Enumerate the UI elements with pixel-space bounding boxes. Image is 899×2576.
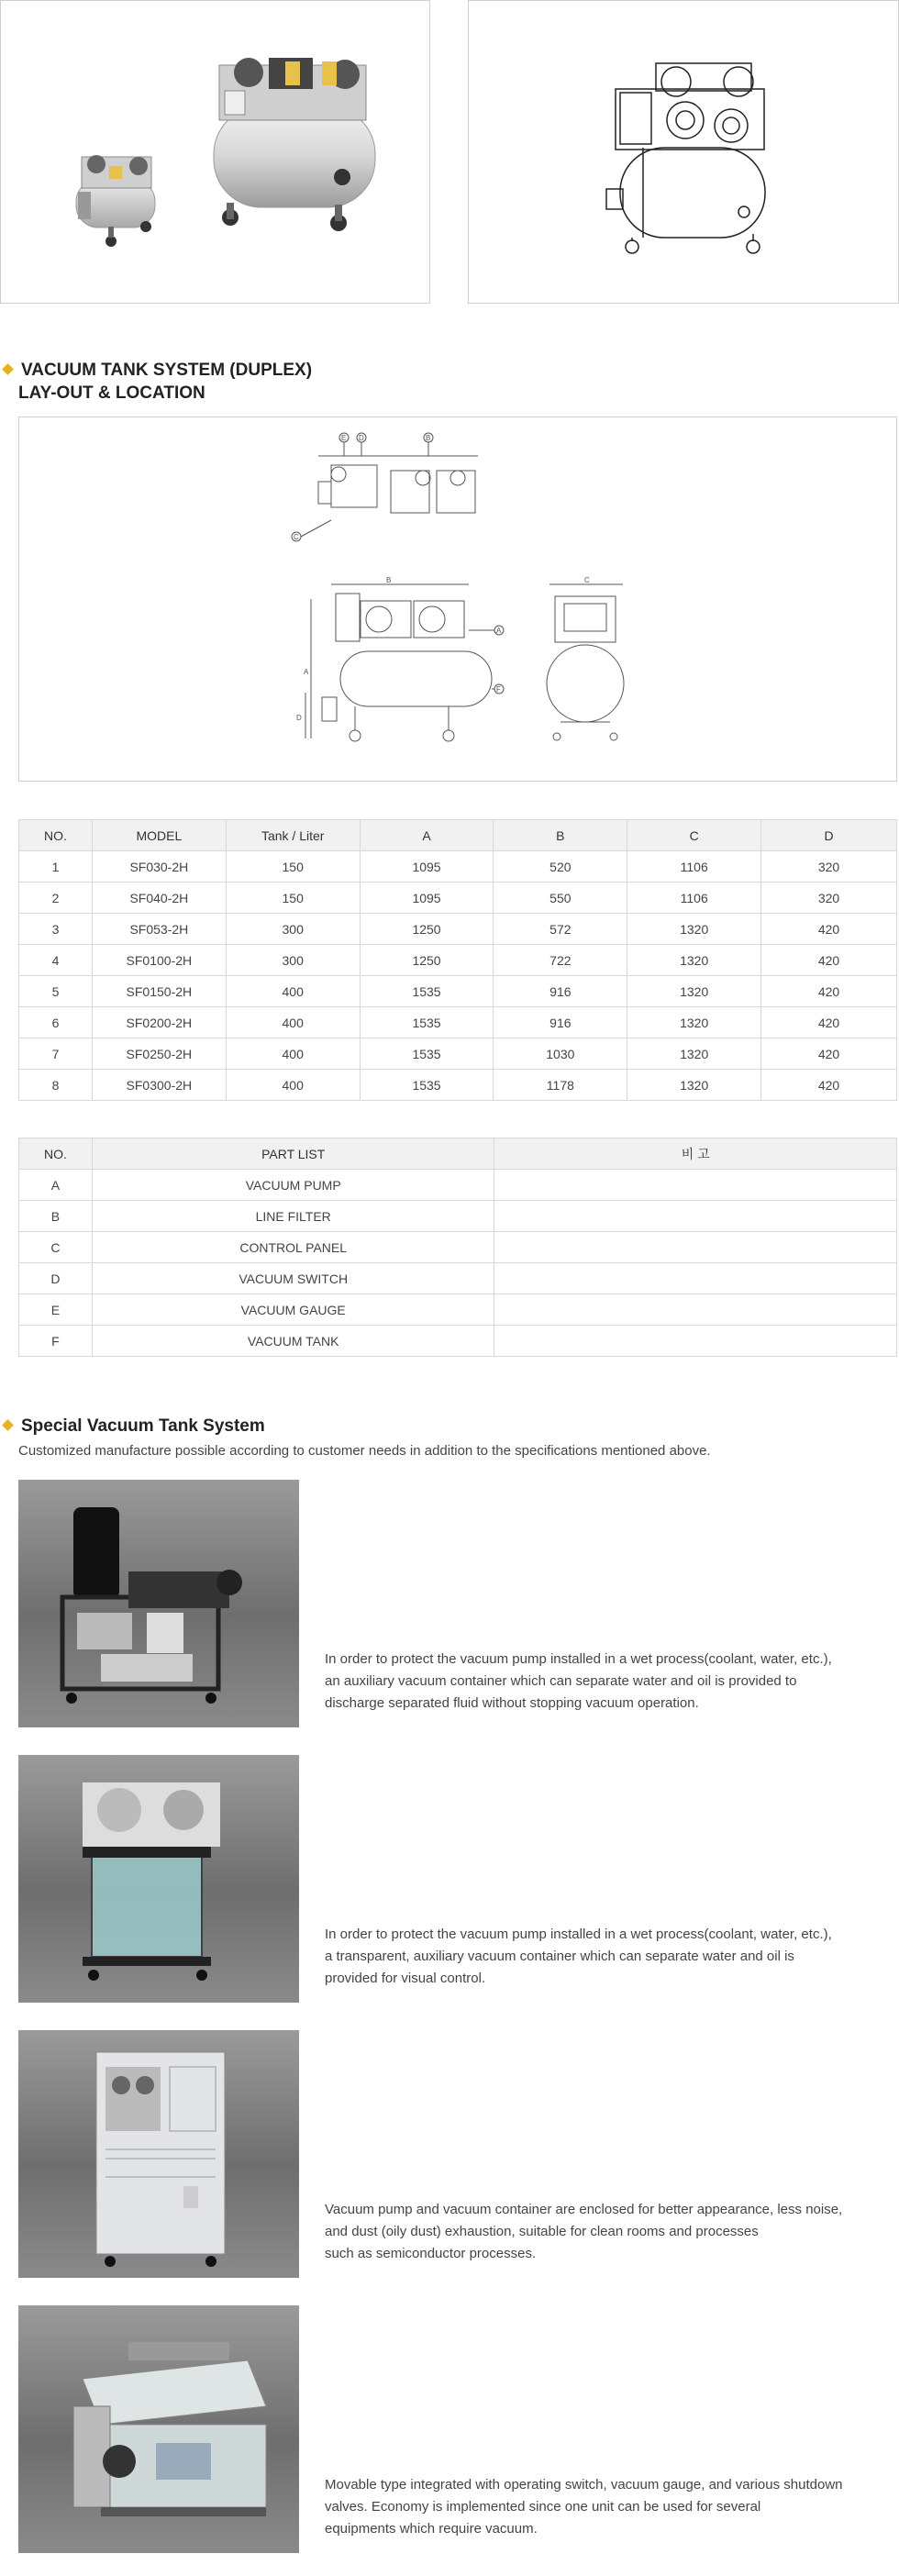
table-cell: 1250 [360,914,494,945]
table-cell: SF0100-2H [92,945,226,976]
table-cell [494,1201,897,1232]
table-cell [494,1232,897,1263]
spec-header-model: MODEL [92,820,226,851]
table-row [19,914,897,945]
table-cell: 6 [19,1007,93,1038]
special-photo-4-illustration [18,2305,299,2553]
table-cell: 1095 [360,851,494,883]
table-cell: LINE FILTER [92,1201,494,1232]
table-cell: SF0300-2H [92,1070,226,1101]
parts-header-part-list: PART LIST [92,1138,494,1170]
parts-table [18,1138,897,1357]
section-subtitle-layout: LAY-OUT & LOCATION [18,383,205,403]
table-cell: 1535 [360,1070,494,1101]
table-cell: SF030-2H [92,851,226,883]
dim-b-label: B [386,576,392,584]
table-cell: 1535 [360,1007,494,1038]
table-cell: 550 [494,883,627,914]
product-photo-compressor-units [0,0,430,304]
diagram-label-d: D [359,434,364,442]
special-photo-4 [18,2305,299,2553]
spec-table [18,819,897,1101]
table-cell: 1320 [627,1070,761,1101]
product-line-drawing [468,0,899,304]
table-cell: 320 [761,851,897,883]
special-text-4-line: Movable type integrated with operating switch, vacuum gauge, and various shutdown [325,2477,843,2493]
table-cell: VACUUM TANK [92,1326,494,1357]
special-text-3-line: such as semiconductor processes. [325,2246,537,2261]
table-cell: 420 [761,945,897,976]
special-text-4 [325,2474,875,2540]
table-cell: 400 [226,976,360,1007]
table-cell: 420 [761,1007,897,1038]
spec-header-tank: Tank / Liter [226,820,360,851]
table-cell: 1320 [627,976,761,1007]
table-cell [494,1294,897,1326]
diagram-label-e: E [341,434,347,442]
diagram-label-b: B [426,434,431,442]
table-cell: 400 [226,1070,360,1101]
table-cell: 400 [226,1038,360,1070]
duplex-title-line1: VACUUM TANK SYSTEM (DUPLEX) [21,361,313,380]
table-cell: 3 [19,914,93,945]
section-title-special [0,1416,265,1438]
table-row [19,851,897,883]
table-cell: 572 [494,914,627,945]
table-cell: 150 [226,883,360,914]
special-text-4-line: valves. Economy is implemented since one unit can be used for several [325,2499,761,2515]
table-cell: SF0250-2H [92,1038,226,1070]
table-cell: 300 [226,945,360,976]
table-cell: 1095 [360,883,494,914]
special-item-4 [18,2305,897,2553]
special-text-3-line: and dust (oily dust) exhaustion, suitable for clean rooms and processes [325,2224,759,2239]
special-item-2 [18,1755,897,2003]
dim-a-label: A [304,668,309,676]
table-cell: VACUUM GAUGE [92,1294,494,1326]
special-text-1-line: an auxiliary vacuum container which can separate water and oil is provided to [325,1673,797,1689]
table-cell: 1320 [627,1007,761,1038]
spec-header-a: A [360,820,494,851]
diagram-label-c: C [294,533,299,541]
table-row [19,945,897,976]
table-cell: 916 [494,1007,627,1038]
special-photo-3-illustration [18,2030,299,2278]
section-title-duplex [0,360,312,382]
spec-header-c: C [627,820,761,851]
spec-header-b: B [494,820,627,851]
table-cell: SF040-2H [92,883,226,914]
diagram-label-f: F [496,685,501,694]
special-item-1 [18,1480,897,1727]
special-photo-3 [18,2030,299,2278]
table-cell: 1106 [627,851,761,883]
product-photo-illustration [1,1,431,305]
table-cell: C [19,1232,93,1263]
table-cell: SF0200-2H [92,1007,226,1038]
diamond-bullet-icon [2,1419,14,1431]
table-row [19,1201,897,1232]
special-text-2 [325,1924,875,1990]
table-cell: 1250 [360,945,494,976]
special-text-3 [325,2199,875,2265]
table-cell: 5 [19,976,93,1007]
spec-header-no: NO. [19,820,93,851]
table-row [19,1294,897,1326]
special-text-2-line: a transparent, auxiliary vacuum container which can separate water and oil is [325,1949,794,1964]
table-cell: 1535 [360,976,494,1007]
table-cell: 1 [19,851,93,883]
diamond-bullet-icon [2,363,14,375]
table-cell: D [19,1263,93,1294]
product-line-drawing-illustration [469,1,899,305]
special-text-3-line: Vacuum pump and vacuum container are enclosed for better appearance, less noise, [325,2202,843,2217]
table-cell: A [19,1170,93,1201]
table-cell: 1535 [360,1038,494,1070]
table-cell: 420 [761,1070,897,1101]
table-cell: 1030 [494,1038,627,1070]
table-cell [494,1326,897,1357]
special-item-3 [18,2030,897,2278]
spec-table-header-row [19,820,897,851]
special-text-1-line: In order to protect the vacuum pump installed in a wet process(coolant, water, etc.), [325,1651,832,1667]
table-cell: 320 [761,883,897,914]
dim-d-label: D [296,714,302,722]
layout-drawing [19,417,898,783]
table-cell: 420 [761,914,897,945]
table-cell: 916 [494,976,627,1007]
table-cell: 1106 [627,883,761,914]
table-cell: 1320 [627,914,761,945]
table-cell: 420 [761,1038,897,1070]
special-text-2-line: provided for visual control. [325,1971,486,1986]
special-title-text: Special Vacuum Tank System [21,1416,265,1436]
table-cell: 300 [226,914,360,945]
table-row [19,1038,897,1070]
parts-table-header-row [19,1138,897,1170]
layout-diagram [18,416,897,782]
special-text-4-line: equipments which require vacuum. [325,2521,538,2537]
table-cell: 8 [19,1070,93,1101]
special-description: Customized manufacture possible according to customer needs in addition to the specifications mentioned above. [18,1443,711,1459]
table-cell: 1320 [627,945,761,976]
table-cell [494,1170,897,1201]
table-cell: SF0150-2H [92,976,226,1007]
table-cell: 1320 [627,1038,761,1070]
table-row [19,976,897,1007]
table-cell: VACUUM PUMP [92,1170,494,1201]
parts-header-remarks: 비 고 [494,1138,897,1170]
table-cell: SF053-2H [92,914,226,945]
special-photo-1-illustration [18,1480,299,1727]
table-cell: 7 [19,1038,93,1070]
table-cell: B [19,1201,93,1232]
spec-header-d: D [761,820,897,851]
table-row [19,1007,897,1038]
table-row [19,1326,897,1357]
table-cell: F [19,1326,93,1357]
table-cell [494,1263,897,1294]
table-cell: 400 [226,1007,360,1038]
special-text-2-line: In order to protect the vacuum pump installed in a wet process(coolant, water, etc.), [325,1926,832,1942]
table-cell: 420 [761,976,897,1007]
table-cell: 722 [494,945,627,976]
table-row [19,1070,897,1101]
diagram-label-a: A [496,627,502,635]
table-row [19,1170,897,1201]
dim-c-label: C [584,576,590,584]
table-cell: 2 [19,883,93,914]
table-cell: 150 [226,851,360,883]
special-text-1-line: discharge separated fluid without stopping vacuum operation. [325,1695,699,1711]
table-row [19,883,897,914]
special-photo-2 [18,1755,299,2003]
table-cell: VACUUM SWITCH [92,1263,494,1294]
table-cell: 520 [494,851,627,883]
special-photo-1 [18,1480,299,1727]
special-text-1 [325,1649,875,1715]
special-photo-2-illustration [18,1755,299,2003]
table-cell: 4 [19,945,93,976]
parts-header-no: NO. [19,1138,93,1170]
table-row [19,1232,897,1263]
table-cell: CONTROL PANEL [92,1232,494,1263]
table-row [19,1263,897,1294]
table-cell: E [19,1294,93,1326]
table-cell: 1178 [494,1070,627,1101]
